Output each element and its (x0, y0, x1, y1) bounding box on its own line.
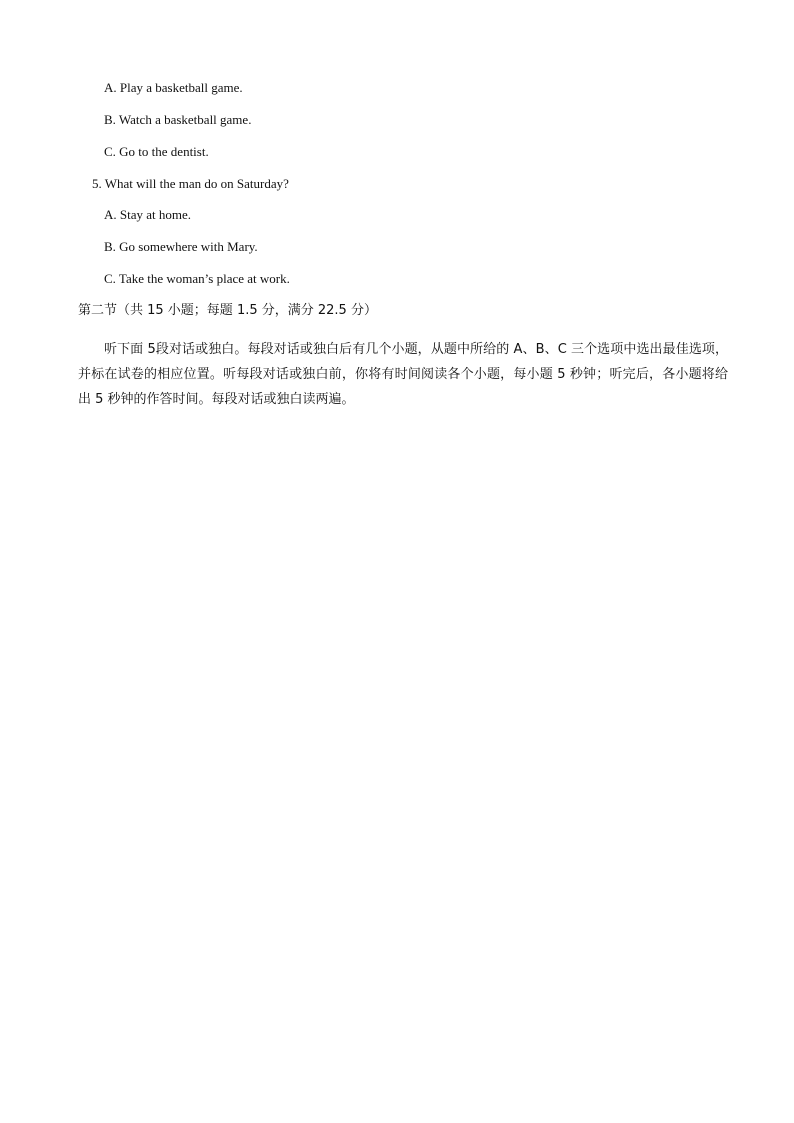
section-2-instructions: 听下面 5段对话或独白。每段对话或独白后有几个小题，从题中所给的 A、B、C 三个选项中选出最佳选项，并标在试卷的相应位置。听每段对话或独白前，你将有时间阅读各个小题，每小题 5 秒钟；听完后，各小题将给出 5 秒钟的作答时间。每段对话或独白读两遍。 (78, 342, 728, 407)
q4-option-c: C. Go to the dentist. (104, 144, 209, 159)
question-5-stem: 5. What will the man do on Saturday? (92, 176, 289, 191)
q4-option-b: B. Watch a basketball game. (104, 112, 252, 127)
q5-option-b: B. Go somewhere with Mary. (104, 239, 258, 254)
q4-option-a: A. Play a basketball game. (104, 80, 243, 95)
q5-option-c: C. Take the woman’s place at work. (104, 271, 290, 286)
q5-option-a: A. Stay at home. (104, 207, 192, 222)
section-2-heading: 第二节（共 15 小题；每题 1.5 分，满分 22.5 分） (78, 303, 377, 318)
